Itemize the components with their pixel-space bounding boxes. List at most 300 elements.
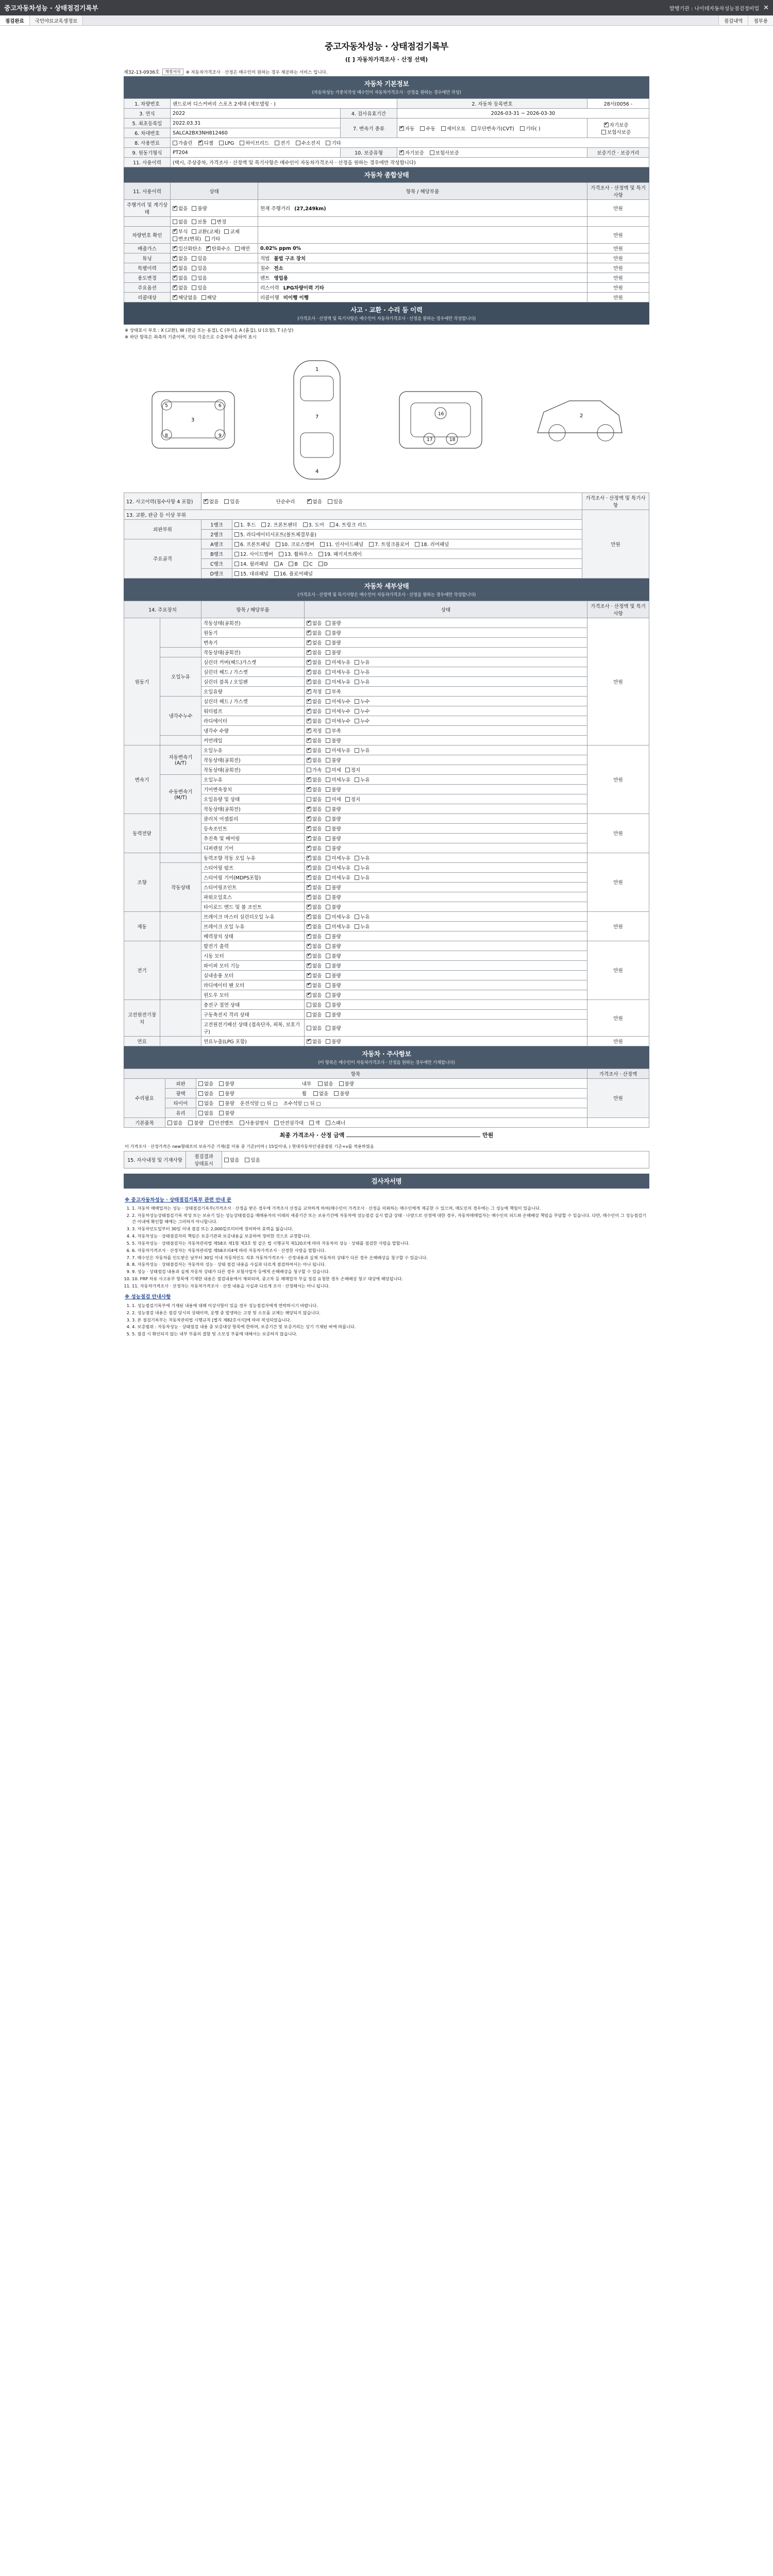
svg-text:4: 4 xyxy=(315,468,319,474)
checkbox-없음-203[interactable] xyxy=(307,844,322,852)
checkbox-불량-602[interactable] xyxy=(326,1024,341,1031)
checkbox-정지-112[interactable] xyxy=(345,795,360,803)
checkbox-있음-7[interactable] xyxy=(192,284,207,291)
table-row xyxy=(124,628,649,637)
checkbox-box xyxy=(326,699,330,704)
checkbox-불량-504[interactable] xyxy=(326,981,341,989)
detail-state-6-0-1 xyxy=(305,1009,587,1019)
checkbox-미세누수-032[interactable] xyxy=(326,717,350,724)
checkbox-simple-repair-none[interactable]: ✔ 없음 xyxy=(307,498,322,505)
checkbox-불량-503[interactable] xyxy=(326,972,341,979)
checkbox-없음-0[interactable] xyxy=(173,205,188,212)
checkbox-label: 없음 xyxy=(178,266,188,272)
checkbox-미세누수-031[interactable] xyxy=(326,707,350,715)
checkbox-box xyxy=(192,206,196,211)
checkbox-불량-505[interactable] xyxy=(326,991,341,998)
checkbox-불량-113[interactable] xyxy=(326,805,341,812)
checkbox-wheel-bad[interactable]: 불량 xyxy=(334,1090,349,1097)
checkbox-탄화수소-3[interactable] xyxy=(206,245,231,252)
table-row xyxy=(124,657,649,667)
checkbox-box xyxy=(326,944,330,948)
checkbox-미세누유-020[interactable] xyxy=(326,658,350,666)
checkbox-box xyxy=(192,256,196,261)
checkbox-누유-310[interactable] xyxy=(355,864,369,871)
frame-rank-b-items xyxy=(232,549,582,558)
detail-item-5-0-1: 시동 모터 xyxy=(201,951,305,960)
checkbox-미세-102[interactable] xyxy=(326,766,341,773)
checkbox-rear-panel[interactable]: 18. 리어패널 xyxy=(415,540,449,548)
checkbox-glass-none[interactable]: 없음 xyxy=(198,1109,213,1116)
svg-text:1: 1 xyxy=(315,366,319,372)
table-row xyxy=(124,1009,649,1019)
checkbox-미세누유-110[interactable] xyxy=(326,776,350,783)
checkbox-불량-0[interactable] xyxy=(192,205,207,212)
checkbox-label: 미세누유 xyxy=(331,669,351,675)
checkbox-해당-8[interactable] xyxy=(201,294,216,301)
checkbox-interior-none[interactable]: 없음 xyxy=(318,1080,333,1087)
checkbox-불량-040[interactable] xyxy=(326,737,341,744)
checkbox-front-panel[interactable]: 6. 프론트패널 xyxy=(234,540,270,548)
checkbox-tire-bad[interactable]: 불량 xyxy=(219,1099,234,1107)
checkbox-floor-panel[interactable]: 16. 플로어패널 xyxy=(274,570,313,577)
checkbox-적정-033[interactable] xyxy=(307,727,322,734)
checkbox-label: 불량 xyxy=(331,757,341,764)
checkbox-box xyxy=(326,836,330,841)
checkbox-미세누유-021[interactable] xyxy=(326,668,350,675)
checkbox-fuel-gasoline[interactable]: 가솔린 xyxy=(173,139,193,146)
checkbox-매연-3[interactable] xyxy=(235,245,250,252)
checkbox-pillar-b[interactable]: B xyxy=(289,562,298,567)
checkbox-없음-002[interactable] xyxy=(307,639,322,646)
label-interior: 내부 xyxy=(301,1081,312,1087)
section-band-detail-sub: (가격조사 · 산정액 및 특기사항은 매수인이 자동차가격조사 · 산정을 원하는 경우에만 작성합니다) xyxy=(297,592,476,598)
checkbox-없음-031[interactable] xyxy=(307,707,322,715)
checkbox-label: 불량 xyxy=(331,620,341,626)
detail-item-0-0-0: 작동상태(공회전) xyxy=(201,618,305,628)
checkbox-없음-201[interactable] xyxy=(307,825,322,832)
checkbox-불량-200[interactable] xyxy=(326,815,341,822)
checkbox-box xyxy=(326,680,330,684)
checkbox-pillar-d[interactable]: D xyxy=(318,562,328,567)
checkbox-box xyxy=(307,856,311,860)
checkbox-불량-010[interactable] xyxy=(326,649,341,656)
checkbox-없음-200[interactable] xyxy=(307,815,322,822)
checkbox-교환교체-2[interactable] xyxy=(192,228,220,235)
detail-item-0-2-0: 실린더 커버(헤드)가스켓 xyxy=(201,657,305,667)
checkbox-없음-000[interactable] xyxy=(307,619,322,626)
checkbox-side-member[interactable]: 12. 사이드멤버 xyxy=(234,550,273,557)
frame-rank-c-items xyxy=(232,558,582,568)
overall-item-6: 렌트 영업용 xyxy=(258,273,587,283)
overall-state-1 xyxy=(171,217,258,227)
notice-extra-title: ※ 성능점검 안내사항 xyxy=(125,1294,171,1300)
detail-item-0-3-2: 라디에이터 xyxy=(201,716,305,725)
checkbox-불량-002[interactable] xyxy=(326,639,341,646)
checkbox-있음-4[interactable] xyxy=(192,255,207,262)
checkbox-fuel-hydrogen[interactable]: 수소전지 xyxy=(296,139,321,146)
checkbox-tire-none[interactable]: 없음 xyxy=(198,1099,213,1107)
checkbox-있음-6[interactable] xyxy=(192,274,207,281)
detail-item-4-0-2: 배력장치 상태 xyxy=(201,931,305,941)
checkbox-누유-021[interactable] xyxy=(355,668,369,675)
checkbox-label: 있음 xyxy=(197,285,207,291)
checkbox-radiator-support[interactable]: 5. 라디에이터서포트(볼트체결부품) xyxy=(234,531,316,538)
table-row xyxy=(124,667,649,676)
checkbox-없음-300[interactable] xyxy=(307,854,322,861)
checkbox-가속-102[interactable] xyxy=(307,766,322,773)
overall-label-5: 특별이력 xyxy=(124,263,171,273)
checkbox-transmission-etc[interactable]: 기타( ) xyxy=(520,125,541,132)
checkbox-없음-500[interactable] xyxy=(307,942,322,950)
checkbox-누유-300[interactable] xyxy=(355,854,369,861)
extra-state-table xyxy=(124,1069,649,1128)
checkbox-있음-5[interactable] xyxy=(192,264,207,272)
checkbox-미세누유-400[interactable] xyxy=(326,913,350,920)
checkbox-pillar-panel[interactable]: 14. 필러패널 xyxy=(234,560,268,567)
checkbox-label: 없음 xyxy=(312,699,322,705)
checkbox-없음-700[interactable] xyxy=(307,1038,322,1045)
notice-item: 1. 1. 자동차 매매업자는 성능 · 상태점검기록부(가격조사 · 산정을 받은 경우에 가격조사 산정을 교차하게 하여(매수인이 가격조사 · 산정을 의뢰하는 매수인에게 제공한 수 있으며, 매도인의 경우에는 그 성능에 책임이 있습니다. xyxy=(132,1206,648,1212)
detail-state-1-1-1 xyxy=(305,784,587,794)
checkbox-box xyxy=(307,826,311,831)
notice-extra-item: 1. 1. 성능점검기록부에 기재된 내용에 대해 이상사항이 있을 경우 성능점검자에게 연락하시기 바랍니다. xyxy=(132,1303,648,1309)
checkbox-label: 없음 xyxy=(312,826,322,832)
field-value-usage-history: (택시, 주상중차, 가격조사 · 산정액 및 특기사항은 매수인이 자동차가격조사 · 산정을 원하는 경우에만 작성합니다) xyxy=(171,158,649,167)
checkbox-없음-4[interactable] xyxy=(173,255,188,262)
checkbox-없음-010[interactable] xyxy=(307,649,322,656)
detail-state-0-3-1 xyxy=(305,706,587,716)
overall-price-6: 만원 xyxy=(587,273,649,283)
checkbox-spanner[interactable]: 스패너 xyxy=(326,1119,346,1126)
checkbox-누유-401[interactable] xyxy=(355,923,369,930)
checkbox-부식-2[interactable] xyxy=(173,228,188,235)
checkbox-없음-6[interactable] xyxy=(173,274,188,281)
checkbox-적정-023[interactable] xyxy=(307,688,322,695)
table-row xyxy=(124,804,649,814)
checkbox-누유-311[interactable] xyxy=(355,874,369,881)
detail-state-7-0-0 xyxy=(305,1036,587,1046)
checkbox-interior-bad[interactable]: 불량 xyxy=(339,1080,354,1087)
checkbox-누수-031[interactable] xyxy=(355,707,369,715)
checkbox-label: 있음 xyxy=(197,276,207,281)
checkbox-box xyxy=(307,983,311,988)
checkbox-없음-314[interactable] xyxy=(307,903,322,910)
checkbox-없음-600[interactable] xyxy=(307,1001,322,1008)
checkbox-front-fender[interactable]: 2. 프론트팬더 xyxy=(261,521,297,528)
checkbox-box xyxy=(307,846,311,851)
checkbox-없음-030[interactable] xyxy=(307,698,322,705)
checkbox-door[interactable]: 3. 도어 xyxy=(303,521,324,528)
checkbox-변경-1[interactable] xyxy=(211,218,226,225)
detail-item-6-0-1: 구동축전지 격리 상태 xyxy=(201,1009,305,1019)
detail-state-4-0-1 xyxy=(305,921,587,931)
checkbox-없음-401[interactable] xyxy=(307,923,322,930)
checkbox-fuel-electric[interactable]: 전기 xyxy=(275,139,290,146)
checkbox-seatbelt[interactable]: 안전벨트 xyxy=(209,1119,234,1126)
checkbox-box xyxy=(173,276,177,280)
checkbox-없음-310[interactable] xyxy=(307,864,322,871)
checkbox-hood[interactable]: 1. 후드 xyxy=(234,521,256,528)
detail-item-2-0-2: 추진축 및 베어링 xyxy=(201,833,305,843)
checkbox-불량-502[interactable] xyxy=(326,962,341,969)
checkbox-없음-100[interactable] xyxy=(307,747,322,754)
checkbox-미세누유-401[interactable] xyxy=(326,923,350,930)
checkbox-jack[interactable]: 잭 xyxy=(309,1119,320,1126)
field-value-warranty xyxy=(587,118,649,138)
checkbox-누수-030[interactable] xyxy=(355,698,369,705)
checkbox-미세누수-030[interactable] xyxy=(326,698,350,705)
checkbox-triangle[interactable]: 안전삼각대 xyxy=(274,1119,304,1126)
checkbox-일산화탄소-3[interactable] xyxy=(173,245,202,252)
checkbox-warranty-self[interactable]: ✔자기보증 xyxy=(604,121,629,128)
checkbox-불량-501[interactable] xyxy=(326,952,341,959)
checkbox-없음-020[interactable] xyxy=(307,658,322,666)
checkbox-누유-020[interactable] xyxy=(355,658,369,666)
overall-price-4: 만원 xyxy=(587,253,649,263)
checkbox-불량-203[interactable] xyxy=(326,844,341,852)
checkbox-불량-202[interactable] xyxy=(326,835,341,842)
checkbox-outer-none[interactable]: 없음 xyxy=(198,1080,213,1087)
checkbox-불량-111[interactable] xyxy=(326,786,341,793)
checkbox-label: 부족 xyxy=(331,689,341,695)
checkbox-없음-032[interactable] xyxy=(307,717,322,724)
car-side-view-icon xyxy=(528,381,631,459)
checkbox-fuel-hybrid[interactable]: 하이브리드 xyxy=(240,139,269,146)
checkbox-없음-402[interactable] xyxy=(307,933,322,940)
checkbox-보통-1[interactable] xyxy=(192,218,207,225)
checkbox-없음-112[interactable] xyxy=(307,795,322,803)
checkbox-없음-110[interactable] xyxy=(307,776,322,783)
checkbox-없음-111[interactable] xyxy=(307,786,322,793)
checkbox-package-tray[interactable]: 19. 패키지트레이 xyxy=(318,550,362,557)
detail-item-4-0-1: 브레이크 오일 누유 xyxy=(201,921,305,931)
basic-info-table xyxy=(124,98,649,167)
checkbox-basic-none[interactable]: 없음 xyxy=(167,1119,182,1126)
checkbox-trunk-floor[interactable]: 7. 트렁크플로어 xyxy=(369,540,409,548)
checkbox-없음-501[interactable] xyxy=(307,952,322,959)
field-value-engine-type: PT204 xyxy=(171,148,341,158)
checkbox-없음-7[interactable] xyxy=(173,284,188,291)
checkbox-누유-100[interactable] xyxy=(355,747,369,754)
checkbox-label: 누유 xyxy=(360,855,370,861)
value-extra-price: 만원 xyxy=(587,1078,649,1117)
close-icon[interactable]: ✕ xyxy=(763,4,769,12)
checkbox-box xyxy=(307,699,311,704)
checkbox-polish-none[interactable]: 없음 xyxy=(198,1090,213,1097)
checkbox-불량-314[interactable] xyxy=(326,903,341,910)
checkbox-불량-402[interactable] xyxy=(326,933,341,940)
checkbox-없음-311[interactable] xyxy=(307,874,322,881)
checkbox-부족-023[interactable] xyxy=(326,688,341,695)
checkbox-label: 누유 xyxy=(360,748,370,754)
checkbox-없음-601[interactable] xyxy=(307,1011,322,1018)
checkbox-불량-312[interactable] xyxy=(326,884,341,891)
checkbox-transmission-manual[interactable]: 수동 xyxy=(420,125,435,132)
field-label-engine-type: 9. 원동기형식 xyxy=(124,148,171,158)
checkbox-불량-000[interactable] xyxy=(326,619,341,626)
checkbox-pillar-c[interactable]: C xyxy=(304,562,313,567)
tab-inspection-detail[interactable]: 점검내역 xyxy=(718,15,748,25)
checkbox-box xyxy=(192,266,196,270)
checkbox-부족-033[interactable] xyxy=(326,727,341,734)
table-row xyxy=(124,618,649,628)
checkbox-basic-bad[interactable]: 불량 xyxy=(188,1119,203,1126)
overall-state-8 xyxy=(171,293,258,302)
detail-state-3-1-0 xyxy=(305,862,587,872)
checkbox-glass-bad[interactable]: 불량 xyxy=(219,1109,234,1116)
checkbox-transmission-auto[interactable]: ✔ 자동 xyxy=(399,125,414,132)
checkbox-없음-504[interactable] xyxy=(307,981,322,989)
checkbox-outer-bad[interactable]: 불량 xyxy=(219,1080,234,1087)
notice-extra-item: 3. 3. 본 점검기록부는 자동차관리법 시행규칙 [별지 제82호서식]에 따라 작성되었습니다. xyxy=(132,1317,648,1324)
checkbox-box xyxy=(326,885,330,890)
checkbox-없음-505[interactable] xyxy=(307,991,322,998)
checkbox-누유-400[interactable] xyxy=(355,913,369,920)
checkbox-box xyxy=(326,983,330,988)
label-polish: 광택 xyxy=(165,1088,196,1098)
checkbox-cross-member[interactable]: 10. 크로스멤버 xyxy=(276,540,314,548)
detail-item-1-1-1: 기어변속장치 xyxy=(201,784,305,794)
field-value-first-reg: 2022.03.31 xyxy=(171,118,341,128)
checkbox-없음-021[interactable] xyxy=(307,668,322,675)
checkbox-label: 미세누유 xyxy=(331,914,351,920)
overall-item-0: 현재 주행거리 (27,249km) xyxy=(258,200,587,217)
table-row xyxy=(124,118,649,128)
tab-attachment[interactable]: 점부용 xyxy=(748,15,773,25)
checkbox-해당없음-8[interactable] xyxy=(173,294,197,301)
table-row xyxy=(124,765,649,774)
checkbox-없음-101[interactable] xyxy=(307,756,322,764)
checkbox-wheel-none[interactable]: 없음 xyxy=(313,1090,328,1097)
checkbox-box xyxy=(326,709,330,714)
checkbox-없음-312[interactable] xyxy=(307,884,322,891)
checkbox-manual[interactable]: 사용설명서 xyxy=(240,1119,269,1126)
checkbox-미세누유-311[interactable] xyxy=(326,874,350,881)
checkbox-없음-313[interactable] xyxy=(307,893,322,901)
checkbox-label: 없음 xyxy=(312,640,322,646)
checkbox-누유-110[interactable] xyxy=(355,776,369,783)
checkbox-미세누유-100[interactable] xyxy=(326,747,350,754)
table-row xyxy=(124,696,649,706)
checkbox-없음-602[interactable] xyxy=(307,1024,322,1031)
page-subtitle: ([ ] 자동차가격조사 · 산정 선택) xyxy=(345,56,428,63)
checkbox-없음-5[interactable] xyxy=(173,264,188,272)
checkbox-불량-600[interactable] xyxy=(326,1001,341,1008)
col-detail-state: 상태 xyxy=(305,601,587,618)
checkbox-polish-bad[interactable]: 불량 xyxy=(219,1090,234,1097)
checkbox-없음-502[interactable] xyxy=(307,962,322,969)
detail-state-0-3-2 xyxy=(305,716,587,725)
field-value-accident-price: 만원 xyxy=(582,510,649,578)
checkbox-불량-313[interactable] xyxy=(326,893,341,901)
checkbox-label: 해당없음 xyxy=(178,295,197,301)
checkbox-없음-1[interactable] xyxy=(173,218,188,225)
checkbox-누수-032[interactable] xyxy=(355,717,369,724)
checkbox-transmission-semi[interactable]: 세미오토 xyxy=(441,125,466,132)
value-glass xyxy=(196,1108,587,1117)
checkbox-미세-112[interactable] xyxy=(326,795,341,803)
value-remarks xyxy=(222,1151,649,1168)
table-row xyxy=(124,676,649,686)
checkbox-없음-040[interactable] xyxy=(307,737,322,744)
checkbox-simple-repair-yes[interactable]: 있음 xyxy=(328,498,343,505)
overall-label-7: 주요옵션 xyxy=(124,283,171,293)
checkbox-누유-022[interactable] xyxy=(355,678,369,685)
checkbox-box xyxy=(173,219,177,224)
checkbox-wheel-house[interactable]: 13. 휠하우스 xyxy=(279,550,313,557)
remarks-table xyxy=(124,1151,649,1168)
checkbox-없음-113[interactable] xyxy=(307,805,322,812)
checkbox-기타-2[interactable] xyxy=(205,235,220,242)
checkbox-label: 교체 xyxy=(230,229,240,235)
checkbox-불량-601[interactable] xyxy=(326,1011,341,1018)
tab-inspection-complete[interactable]: 점검완료 xyxy=(0,15,30,25)
svg-text:9: 9 xyxy=(219,433,222,438)
notice-extra-item: 5. 5. 점검 시 확인되지 않는 내부 부품의 결함 및 소모성 부품에 대해서는 보증하지 않습니다. xyxy=(132,1331,648,1337)
checkbox-교체-2[interactable] xyxy=(224,228,239,235)
detail-item-3-1-1: 스티어링 기어(MDPS포함) xyxy=(201,872,305,882)
checkbox-없음-503[interactable] xyxy=(307,972,322,979)
checkbox-warranty-type-self[interactable]: ✔ 자기보증 xyxy=(399,149,424,156)
checkbox-미세누유-310[interactable] xyxy=(326,864,350,871)
checkbox-label: 부식 xyxy=(178,229,188,235)
checkbox-accident-none[interactable]: ✔ 없음 xyxy=(204,498,219,505)
checkbox-accident-yes[interactable]: 있음 xyxy=(224,498,239,505)
checkbox-warranty-type-insurer[interactable]: 보험사보증 xyxy=(430,149,459,156)
checkbox-미세누유-300[interactable] xyxy=(326,854,350,861)
checkbox-없음-400[interactable] xyxy=(307,913,322,920)
checkbox-dash-panel[interactable]: 15. 대쉬패널 xyxy=(234,570,268,577)
table-row xyxy=(124,716,649,725)
checkbox-변조변위-2[interactable] xyxy=(173,235,201,242)
checkbox-pillar-a[interactable]: A xyxy=(274,562,283,567)
checkbox-inside-panel[interactable]: 11. 인사이드패널 xyxy=(320,540,363,548)
checkbox-불량-201[interactable] xyxy=(326,825,341,832)
checkbox-box xyxy=(307,768,311,772)
checkbox-fuel-diesel[interactable]: ✔ 디젤 xyxy=(198,139,213,146)
checkbox-box xyxy=(355,699,359,704)
detail-state-3-1-4 xyxy=(305,902,587,911)
checkbox-transmission-cvt[interactable]: 무단변속기(CVT) xyxy=(472,125,514,132)
tab-education-info[interactable]: 국민야묘교육생정보 xyxy=(30,15,83,25)
checkbox-정지-102[interactable] xyxy=(345,766,360,773)
checkbox-불량-101[interactable] xyxy=(326,756,341,764)
checkbox-없음-022[interactable] xyxy=(307,678,322,685)
checkbox-불량-500[interactable] xyxy=(326,942,341,950)
checkbox-불량-700[interactable] xyxy=(326,1038,341,1045)
checkbox-warranty-insurer[interactable]: 보험사보증 xyxy=(601,128,631,135)
table-row xyxy=(124,960,649,970)
checkbox-불량-001[interactable] xyxy=(326,629,341,636)
checkbox-label: 없음 xyxy=(312,708,322,715)
overall-price-7: 만원 xyxy=(587,283,649,293)
checkbox-remarks-yes[interactable]: 있음 xyxy=(245,1156,260,1163)
label-remarks-state: 점검결과 상태표시 xyxy=(186,1151,222,1168)
checkbox-box xyxy=(224,229,229,234)
checkbox-box xyxy=(326,640,330,645)
detail-state-4-0-0 xyxy=(305,911,587,921)
detail-item-3-1-2: 스티어링조인트 xyxy=(201,882,305,892)
checkbox-없음-001[interactable] xyxy=(307,629,322,636)
checkbox-remarks-none[interactable]: 없음 xyxy=(224,1156,239,1163)
field-value-year: 2022 xyxy=(171,109,341,118)
checkbox-미세누유-022[interactable] xyxy=(326,678,350,685)
checkbox-없음-202[interactable] xyxy=(307,835,322,842)
checkbox-trunk-lid[interactable]: 4. 트렁크 리드 xyxy=(330,521,367,528)
checkbox-fuel-lpg[interactable]: LPG xyxy=(219,141,234,146)
checkbox-fuel-etc[interactable]: 기타 xyxy=(326,139,341,146)
detail-state-1-1-0 xyxy=(305,774,587,784)
